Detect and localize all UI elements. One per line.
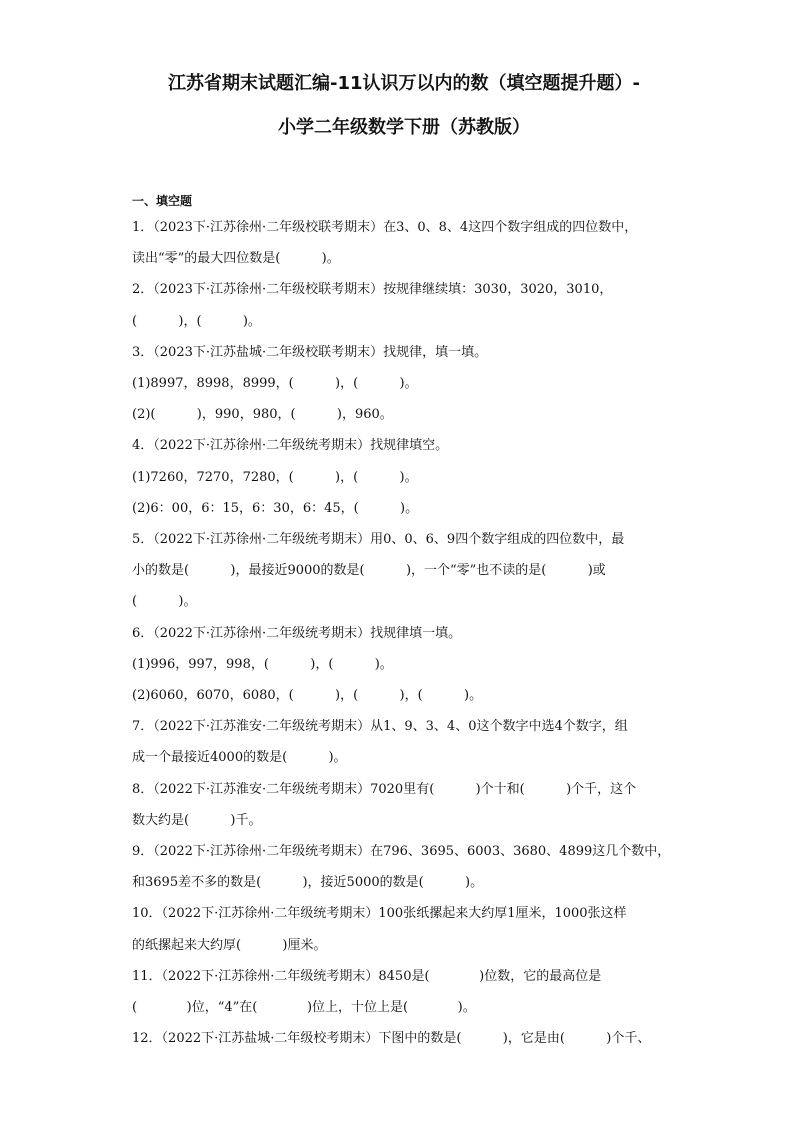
text-line: 10．（2022下·江苏徐州·二年级统考期末）100张纸摞起来大约厚1厘米，1000张这样 [132,906,627,922]
text-line: 6．（2022下·江苏徐州·二年级统考期末）找规律填一填。 [132,625,462,641]
question-list [132,212,676,1054]
text-line: 小的数是( )，最接近9000的数是( )，一个“零”也不读的是( )或 [132,563,606,579]
text-line: 8．（2022下·江苏淮安·二年级统考期末）7020里有( )个十和( )个千，这个 [132,781,637,797]
text-line: ( )位，“4”在( )位上，十位上是( )。 [132,1000,476,1016]
text-line: (1)8997，8998，8999，( )，( )。 [132,376,418,392]
text-line: 3．（2023下·江苏盐城·二年级校联考期末）找规律，填一填。 [132,344,488,360]
page-title-line-1: 江苏省期末试题汇编-11认识万以内的数（填空题提升题）- [168,73,640,94]
text-line: 11．（2022下·江苏徐州·二年级统考期末）8450是( )位数，它的最高位是 [132,968,602,984]
section-heading: 一、填空题 [132,194,193,208]
page-title-line-2: 小学二年级数学下册（苏教版） [278,117,530,138]
text-line: 的纸摞起来大约厚( )厘米。 [132,937,327,953]
text-line: 2．（2023下·江苏徐州·二年级校联考期末）按规律继续填：3030，3020，3010， [132,282,613,298]
text-line: (2)6060，6070，6080，( )，( )，( )。 [132,688,483,704]
text-line: 12．（2022下·江苏盐城·二年级校考期末）下图中的数是( )，它是由( )个千、 [132,1031,651,1047]
text-line: 9．（2022下·江苏徐州·二年级统考期末）在796、3695、6003、3680、4899这几个数中， [132,844,671,860]
text-line: 和3695差不多的数是( )，接近5000的数是( )。 [132,875,484,891]
text-line: 7．（2022下·江苏淮安·二年级统考期末）从1、9、3、4、0这个数字中选4个数字，组 [132,719,628,735]
text-line: (1)7260，7270，7280，( )，( )。 [132,469,418,485]
text-line: 1．（2023下·江苏徐州·二年级校联考期末）在3、0、8、4这四个数字组成的四位数中， [132,220,638,235]
text-line: 成一个最接近4000的数是( )。 [132,750,347,766]
text-line: (2)( )，990，980，( )，960。 [132,407,393,423]
text-line: 读出“零”的最大四位数是( )。 [132,251,340,267]
text-line: 5．（2022下·江苏徐州·二年级统考期末）用0、0、6、9四个数字组成的四位数中，最 [132,532,625,548]
text-line: (2)6：00，6：15，6：30，6：45，( )。 [132,500,419,516]
text-line: ( )，( )。 [132,313,261,329]
text-line: 4．（2022下·江苏徐州·二年级统考期末）找规律填空。 [132,438,449,454]
text-line: ( )。 [132,594,197,610]
text-line: (1)996，997，998，( )，( )。 [132,656,393,672]
text-line: 数大约是( )千。 [132,812,262,828]
